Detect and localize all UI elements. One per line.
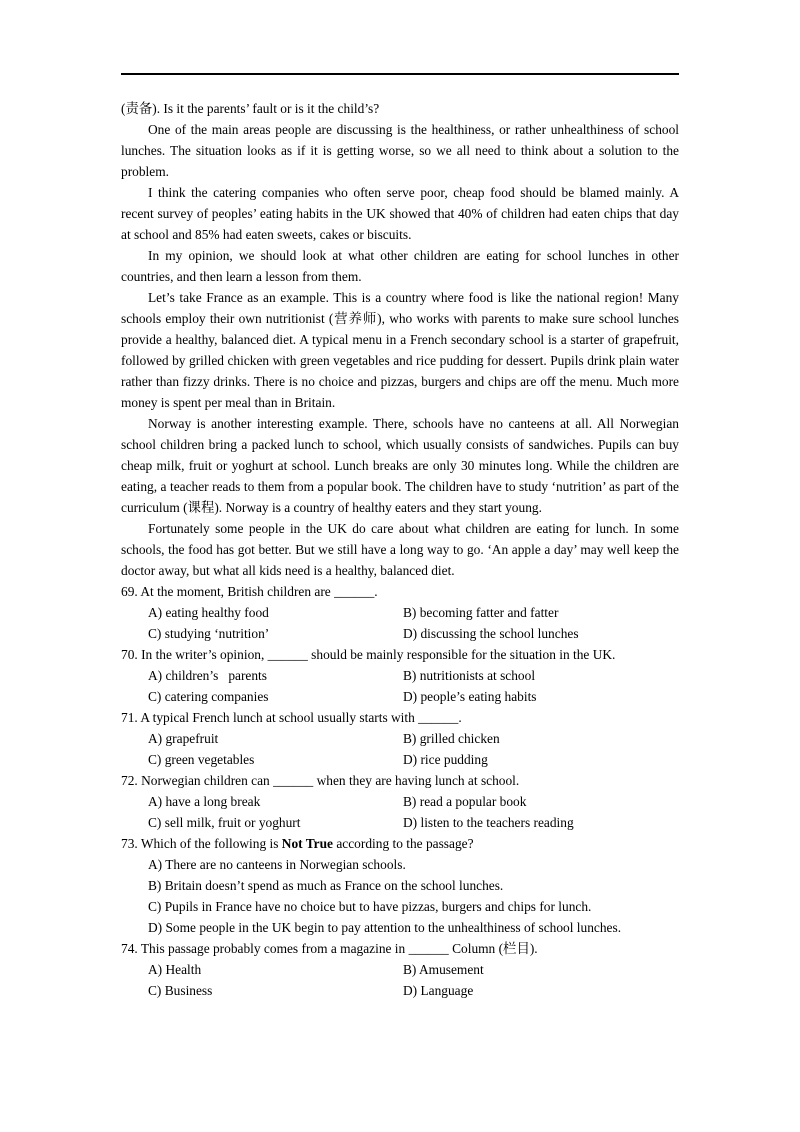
question-stem: 74. This passage probably comes from a magazine in ______ Column (栏目). xyxy=(121,941,538,956)
question-stem: 70. In the writer’s opinion, ______ should be mainly responsible for the situation in the UK. xyxy=(121,647,616,662)
option-c: C) Pupils in France have no choice but to have pizzas, burgers and chips for lunch. xyxy=(148,899,592,914)
stem-end: according to the passage? xyxy=(333,836,474,851)
option-c: C) green vegetables xyxy=(148,752,255,767)
option-b: B) Britain doesn’t spend as much as France on the school lunches. xyxy=(148,878,504,893)
option-d: D) rice pudding xyxy=(403,752,488,767)
question-71 xyxy=(121,707,679,770)
option-b: B) grilled chicken xyxy=(403,731,500,746)
exam-page xyxy=(121,98,679,1001)
header-rule xyxy=(121,73,679,75)
paragraph-3: In my opinion, we should look at what other children are eating for school lunches in other countries, and then learn a lesson from them. xyxy=(121,248,679,284)
passage-intro: (责备). Is it the parents’ fault or is it the child’s? xyxy=(121,101,380,116)
question-stem: 72. Norwegian children can ______ when they are having lunch at school. xyxy=(121,773,520,788)
option-b: B) read a popular book xyxy=(403,794,527,809)
options xyxy=(121,854,679,938)
option-a: A) grapefruit xyxy=(148,731,219,746)
option-b: B) nutritionists at school xyxy=(403,668,536,683)
paragraph-5: Norway is another interesting example. There, schools have no canteens at all. All Norwegian school children bring a packed lunch to school, which usually consists of sandwiches. Pupils can buy cheap milk, fruit or yoghurt at school. Lunch breaks are only 30 minutes long. While the children are eating, a teacher reads to them from a popular book. The children have to study ‘nutrition’ as part of the curriculum (课程). Norway is a country of healthy eaters and they start young. xyxy=(121,416,679,515)
option-a: A) children’s parents xyxy=(148,668,267,683)
question-73 xyxy=(121,833,679,938)
option-d: D) Some people in the UK begin to pay attention to the unhealthiness of school lunches. xyxy=(148,920,622,935)
option-a: A) eating healthy food xyxy=(148,605,269,620)
paragraph-6: Fortunately some people in the UK do care about what children are eating for lunch. In some schools, the food has got better. But we still have a long way to go. ‘An apple a day’ may well keep the doctor away, but what all kids need is a healthy, balanced diet. xyxy=(121,521,679,578)
question-70 xyxy=(121,644,679,707)
option-a: A) Health xyxy=(148,962,202,977)
question-stem xyxy=(121,833,679,854)
question-stem: 69. At the moment, British children are ______. xyxy=(121,584,378,599)
question-72 xyxy=(121,770,679,833)
paragraph-2: I think the catering companies who often serve poor, cheap food should be blamed mainly. A recent survey of peoples’ eating habits in the UK showed that 40% of children had eaten chips that day at school and 85% had eaten sweets, cakes or biscuits. xyxy=(121,185,679,242)
option-d: D) people’s eating habits xyxy=(403,689,537,704)
option-b: B) becoming fatter and fatter xyxy=(403,605,559,620)
options xyxy=(121,728,679,770)
question-69 xyxy=(121,581,679,644)
options xyxy=(121,959,679,1001)
options xyxy=(121,665,679,707)
paragraph-1: One of the main areas people are discussing is the healthiness, or rather unhealthiness of school lunches. The situation looks as if it is getting worse, so we all need to think about a solution to the problem. xyxy=(121,122,679,179)
option-c: C) Business xyxy=(148,983,213,998)
option-b: B) Amusement xyxy=(403,962,484,977)
option-d: D) discussing the school lunches xyxy=(403,626,579,641)
option-a: A) have a long break xyxy=(148,794,261,809)
option-c: C) catering companies xyxy=(148,689,269,704)
option-d: D) Language xyxy=(403,983,474,998)
options xyxy=(121,791,679,833)
options xyxy=(121,602,679,644)
option-d: D) listen to the teachers reading xyxy=(403,815,574,830)
option-c: C) sell milk, fruit or yoghurt xyxy=(148,815,301,830)
option-a: A) There are no canteens in Norwegian schools. xyxy=(148,857,406,872)
option-c: C) studying ‘nutrition’ xyxy=(148,626,270,641)
paragraph-4: Let’s take France as an example. This is a country where food is like the national region! Many schools employ their own nutritionist (营养师), who works with parents to make sure school lunches provide a healthy, balanced diet. A typical menu in a French secondary school is a starter of grapefruit, followed by grilled chicken with green vegetables and rice pudding for dessert. Pupils drink plain water rather than fizzy drinks. There is no choice and pizzas, burgers and chips are off the menu. Much more money is spent per meal than in Britain. xyxy=(121,290,679,410)
stem-start: 73. Which of the following is xyxy=(121,836,282,851)
stem-emphasis: Not True xyxy=(281,836,333,851)
question-stem: 71. A typical French lunch at school usually starts with ______. xyxy=(121,710,462,725)
question-74 xyxy=(121,938,679,1001)
